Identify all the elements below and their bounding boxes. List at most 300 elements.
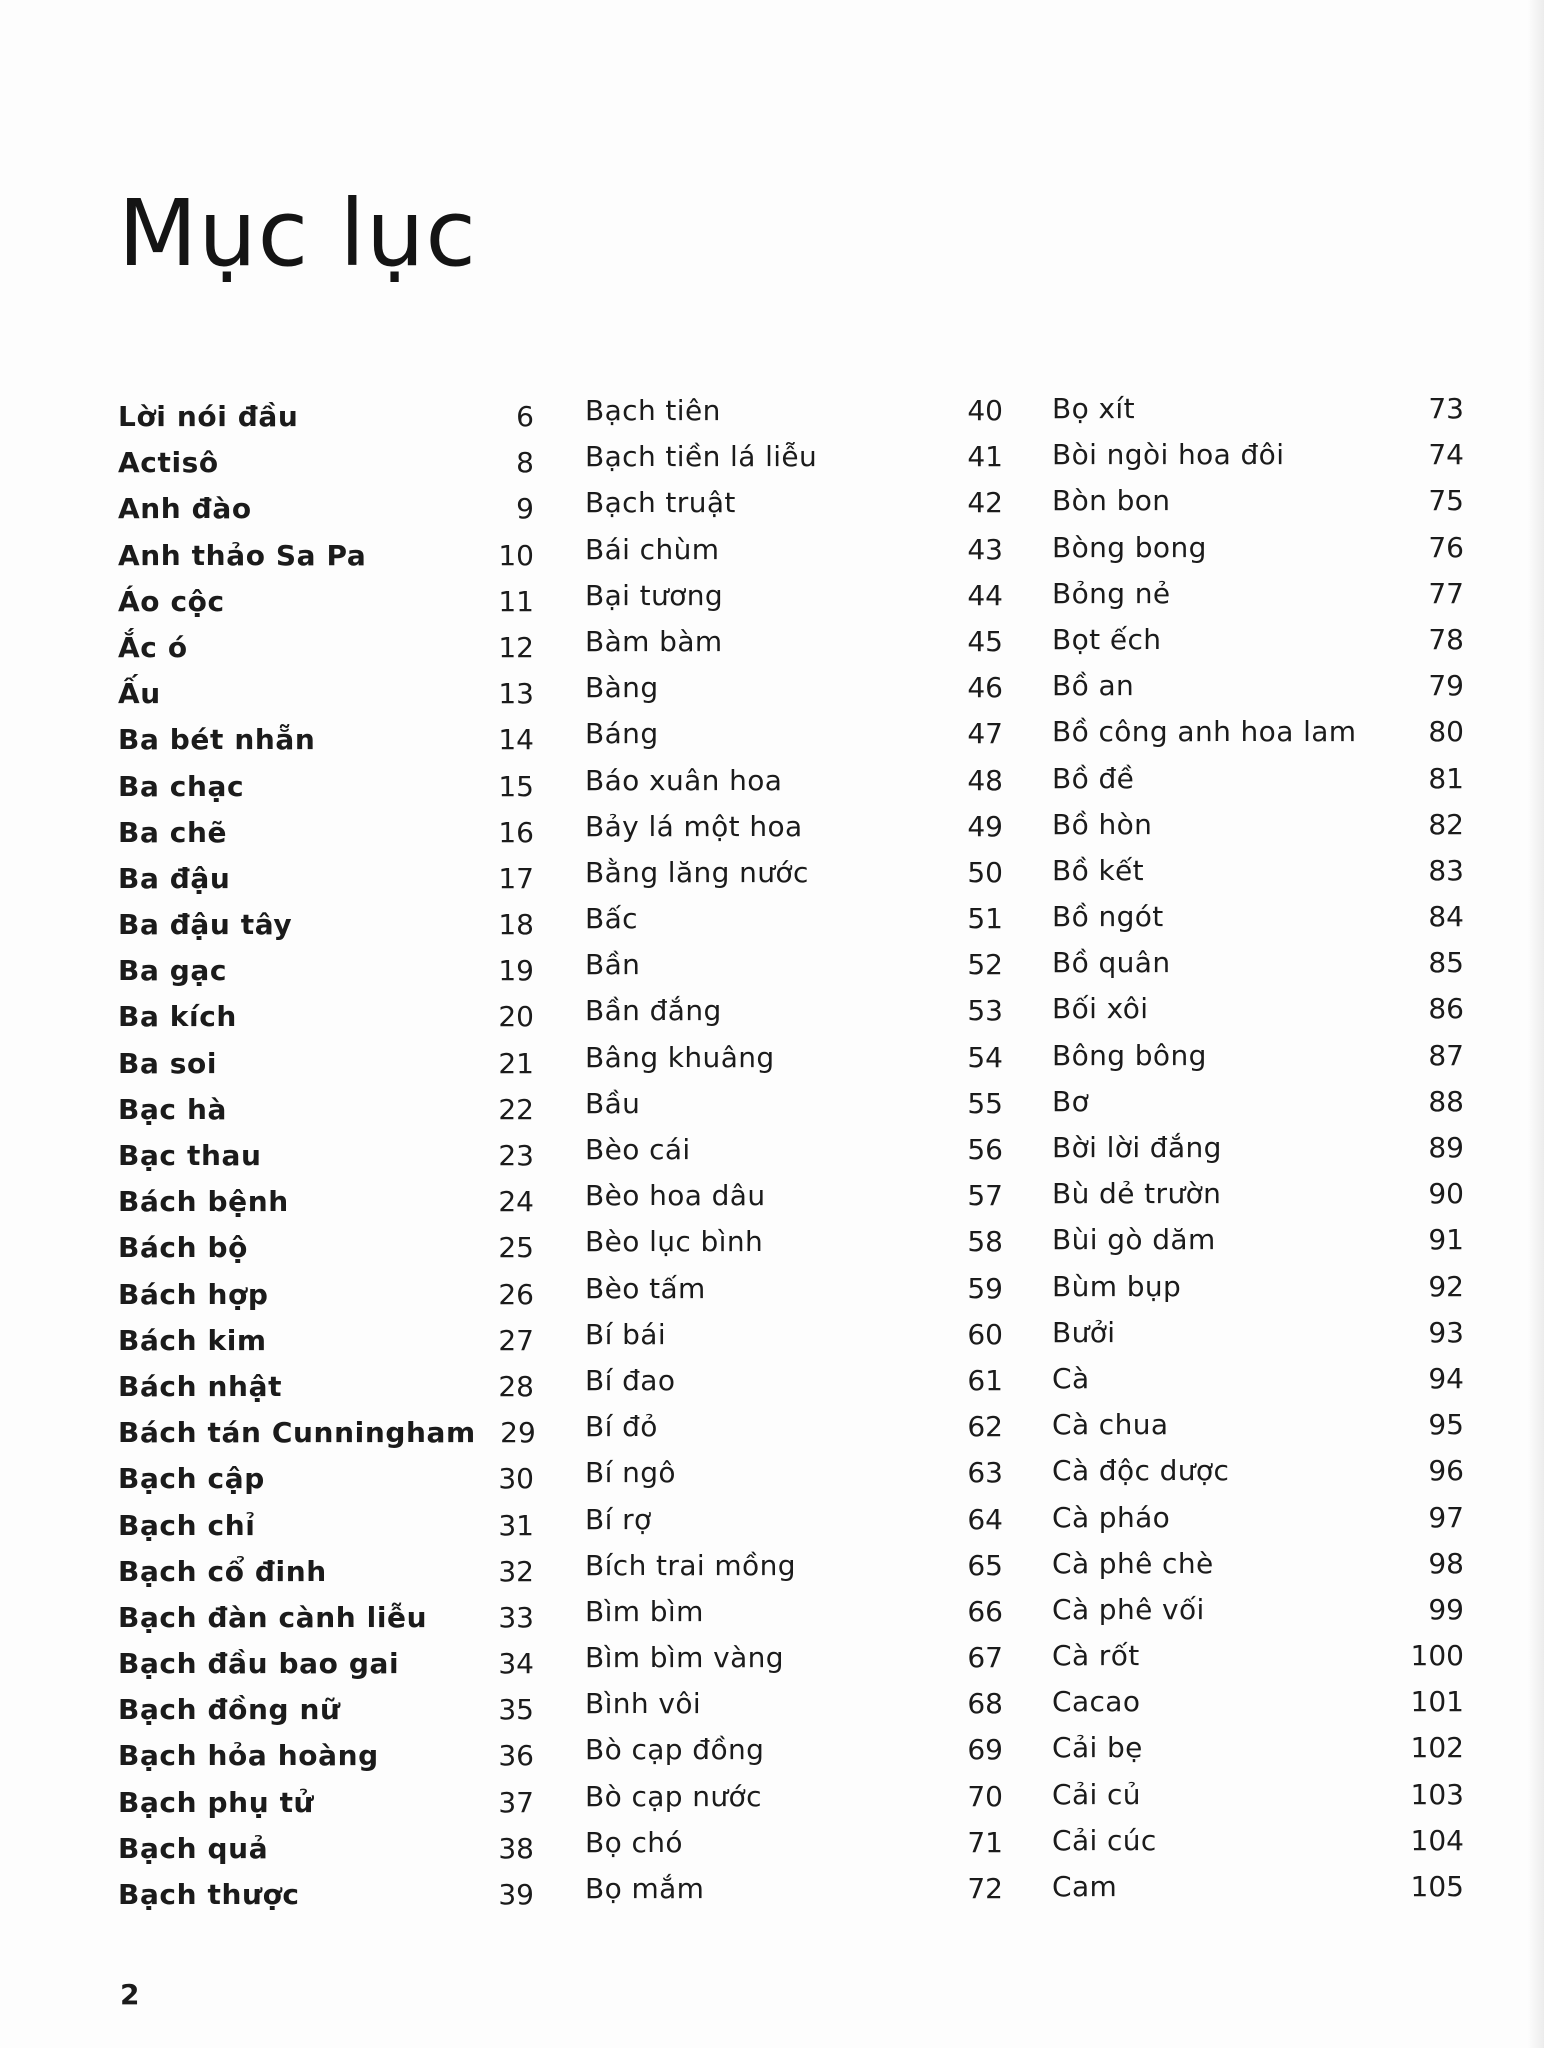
toc-entry-title: Bàng — [585, 671, 659, 705]
toc-entry-page: 75 — [1428, 484, 1464, 518]
toc-entry-title: Bòng bong — [1052, 530, 1207, 564]
toc-entry-page: 71 — [967, 1825, 1003, 1859]
toc-entry — [585, 1219, 1003, 1265]
toc-entry-page: 67 — [967, 1641, 1003, 1675]
toc-entry-page: 12 — [498, 630, 534, 664]
toc-entry-page: 40 — [967, 394, 1003, 427]
toc-entry — [585, 388, 1003, 434]
toc-entry-page: 22 — [498, 1092, 534, 1126]
toc-entry-title: Bạch tiền lá liễu — [585, 440, 818, 474]
toc-entry-page: 25 — [498, 1231, 534, 1265]
toc-entry-title: Ba đậu tây — [118, 908, 293, 942]
page-title: Mục lục — [118, 180, 477, 287]
toc-entry-title: Bồ hòn — [1052, 807, 1153, 841]
toc-entry-title: Bối xôi — [1052, 992, 1149, 1026]
toc-entry-page: 104 — [1410, 1823, 1464, 1857]
toc-entry-title: Cà rốt — [1052, 1639, 1140, 1673]
toc-entry-page: 32 — [498, 1554, 534, 1588]
toc-entry — [585, 988, 1003, 1034]
toc-entry-page: 43 — [967, 532, 1003, 566]
toc-entry-title: Bách bộ — [118, 1231, 248, 1265]
toc-entry-page: 6 — [516, 400, 534, 433]
toc-entry — [585, 1127, 1003, 1173]
toc-entry — [585, 619, 1003, 665]
toc-entry — [1052, 1079, 1464, 1125]
toc-entry — [585, 1820, 1003, 1866]
toc-entry-page: 18 — [498, 908, 534, 942]
toc-entry-page: 77 — [1428, 576, 1464, 610]
toc-entry — [585, 1866, 1003, 1912]
toc-entry — [585, 711, 1003, 757]
toc-entry-title: Bò cạp nước — [585, 1779, 762, 1813]
toc-entry-title: Bèo cái — [585, 1133, 691, 1166]
toc-entry-page: 76 — [1428, 530, 1464, 564]
toc-entry-title: Bọ chó — [585, 1825, 683, 1859]
toc-entry-title: Bằng lăng nước — [585, 855, 809, 889]
toc-entry-page: 35 — [498, 1693, 534, 1727]
toc-entry-page: 26 — [498, 1277, 534, 1311]
toc-entry-title: Cà chua — [1052, 1408, 1169, 1442]
toc-entry-page: 44 — [967, 578, 1003, 612]
toc-entry-title: Cải bẹ — [1052, 1731, 1143, 1765]
toc-entry-title: Áo cộc — [118, 584, 225, 618]
toc-entry-title: Bần đắng — [585, 994, 722, 1028]
toc-entry-title: Ắc ó — [118, 630, 188, 664]
toc-entry-title: Bưởi — [1052, 1315, 1116, 1349]
toc-entry-title: Ba chẽ — [118, 815, 228, 849]
toc-entry — [1052, 1725, 1464, 1771]
toc-entry-page: 57 — [967, 1179, 1003, 1213]
toc-entry-title: Bạch thược — [118, 1878, 300, 1911]
toc-entry-page: 96 — [1428, 1454, 1464, 1488]
toc-entry-page: 54 — [967, 1040, 1003, 1074]
toc-entry-title: Bèo lục bình — [585, 1225, 764, 1259]
toc-entry-title: Bòi ngòi hoa đôi — [1052, 438, 1285, 472]
toc-entry — [1052, 525, 1464, 571]
toc-entry — [585, 1404, 1003, 1450]
toc-entry — [585, 850, 1003, 896]
toc-entry — [118, 1687, 534, 1733]
toc-entry-title: Bèo tấm — [585, 1271, 706, 1305]
toc-entry — [1052, 386, 1464, 432]
toc-entry-page: 30 — [498, 1462, 534, 1496]
toc-entry-title: Ba soi — [118, 1046, 218, 1080]
toc-entry-title: Bời lời đắng — [1052, 1131, 1222, 1164]
toc-entry-title: Bái chùm — [585, 532, 720, 566]
toc-entry-page: 51 — [967, 902, 1003, 936]
toc-entry — [585, 527, 1003, 573]
toc-entry-page: 13 — [498, 677, 534, 711]
toc-entry-page: 61 — [967, 1363, 1003, 1397]
toc-entry — [118, 1780, 534, 1826]
toc-entry-page: 88 — [1428, 1084, 1464, 1118]
toc-entry-title: Actisô — [118, 446, 219, 480]
toc-entry — [1052, 1772, 1464, 1818]
toc-entry-page: 62 — [967, 1410, 1003, 1444]
toc-entry-page: 28 — [498, 1369, 534, 1403]
toc-entry-title: Bèo hoa dâu — [585, 1179, 766, 1213]
toc-entry-title: Bạch cổ đinh — [118, 1554, 327, 1588]
toc-entry-page: 56 — [967, 1133, 1003, 1166]
toc-entry-title: Bạch quả — [118, 1831, 269, 1865]
toc-entry-page: 23 — [498, 1139, 534, 1172]
toc-entry-title: Bấc — [585, 902, 638, 936]
toc-entry — [585, 1543, 1003, 1589]
toc-entry — [118, 810, 534, 856]
toc-entry-page: 11 — [498, 584, 534, 618]
toc-entry — [118, 1364, 534, 1410]
toc-entry-page: 69 — [967, 1733, 1003, 1767]
toc-entry — [585, 1681, 1003, 1727]
toc-entry-page: 82 — [1428, 807, 1464, 841]
toc-entry-page: 15 — [498, 769, 534, 803]
toc-entry — [118, 1410, 534, 1456]
toc-entry-page: 79 — [1428, 669, 1464, 703]
toc-entry-title: Bồ quân — [1052, 946, 1171, 980]
toc-column-3 — [1052, 386, 1464, 1910]
toc-entry-title: Bạch đầu bao gai — [118, 1647, 400, 1681]
toc-entry-page: 21 — [498, 1046, 534, 1080]
toc-entry-page: 83 — [1428, 853, 1464, 887]
toc-entry-title: Bình vôi — [585, 1687, 702, 1721]
toc-entry-page: 34 — [498, 1647, 534, 1681]
toc-entry — [1052, 1310, 1464, 1356]
toc-entry-page: 74 — [1428, 438, 1464, 472]
toc-entry-title: Bách tán Cunningham — [118, 1416, 476, 1450]
toc-entry-title: Ba gạc — [118, 954, 228, 988]
toc-entry — [585, 480, 1003, 526]
toc-entry-title: Bồ đề — [1052, 761, 1135, 795]
toc-entry-page: 41 — [967, 440, 1003, 474]
toc-entry-title: Bí bái — [585, 1317, 666, 1351]
toc-entry — [118, 1087, 534, 1133]
toc-entry-title: Bồ an — [1052, 669, 1135, 703]
toc-entry-page: 49 — [967, 809, 1003, 843]
toc-entry — [1052, 1679, 1464, 1725]
toc-entry-title: Bí ngô — [585, 1456, 676, 1490]
toc-entry — [1052, 986, 1464, 1032]
toc-entry — [118, 533, 534, 579]
toc-entry — [118, 1272, 534, 1318]
toc-entry — [1052, 940, 1464, 986]
toc-entry — [585, 1173, 1003, 1219]
toc-entry — [118, 764, 534, 810]
toc-entry — [585, 665, 1003, 711]
toc-entry-title: Bần — [585, 948, 641, 982]
toc-entry-page: 55 — [967, 1086, 1003, 1120]
toc-entry — [585, 573, 1003, 619]
toc-entry-title: Bỏng nẻ — [1052, 576, 1171, 610]
toc-entry-title: Bọ mắm — [585, 1872, 705, 1905]
toc-column-1 — [118, 394, 534, 1918]
toc-entry — [1052, 1171, 1464, 1217]
toc-entry — [1052, 709, 1464, 755]
toc-entry-page: 29 — [500, 1416, 536, 1450]
toc-entry-title: Bạc thau — [118, 1139, 262, 1172]
page-number: 2 — [120, 1978, 140, 2011]
toc-entry-title: Bạch tiên — [585, 394, 721, 427]
toc-entry-title: Ba kích — [118, 1000, 237, 1034]
toc-entry-page: 24 — [498, 1185, 534, 1219]
toc-entry-title: Bùm bụp — [1052, 1269, 1182, 1303]
toc-entry-title: Bòn bon — [1052, 484, 1171, 518]
toc-entry-title: Báo xuân hoa — [585, 763, 783, 797]
toc-entry — [118, 1826, 534, 1872]
toc-entry-title: Bạch chỉ — [118, 1508, 256, 1542]
toc-entry — [1052, 478, 1464, 524]
toc-entry-page: 68 — [967, 1687, 1003, 1721]
toc-entry — [585, 1589, 1003, 1635]
toc-entry — [1052, 1818, 1464, 1864]
toc-entry-title: Bâng khuâng — [585, 1040, 775, 1074]
toc-entry — [585, 1727, 1003, 1773]
toc-entry-page: 73 — [1428, 392, 1464, 425]
toc-entry — [1052, 1356, 1464, 1402]
toc-entry — [118, 1225, 534, 1271]
toc-entry-title: Bù dẻ trườn — [1052, 1177, 1222, 1211]
toc-entry-page: 90 — [1428, 1177, 1464, 1211]
toc-entry — [118, 1872, 534, 1918]
toc-entry — [1052, 663, 1464, 709]
toc-entry-title: Cà phê vối — [1052, 1592, 1205, 1626]
toc-entry — [1052, 848, 1464, 894]
toc-entry-page: 66 — [967, 1594, 1003, 1628]
toc-entry-title: Lời nói đầu — [118, 400, 299, 433]
toc-entry — [1052, 1402, 1464, 1448]
toc-entry — [1052, 1633, 1464, 1679]
toc-entry-page: 102 — [1410, 1731, 1464, 1765]
toc-entry-page: 81 — [1428, 761, 1464, 795]
toc-entry — [585, 1774, 1003, 1820]
toc-entry-page: 94 — [1428, 1361, 1464, 1395]
toc-entry — [1052, 1264, 1464, 1310]
toc-entry — [1052, 571, 1464, 617]
toc-entry — [118, 671, 534, 717]
toc-entry-page: 38 — [498, 1831, 534, 1865]
toc-entry-page: 48 — [967, 763, 1003, 797]
toc-entry-page: 84 — [1428, 900, 1464, 934]
toc-entry-title: Bông bông — [1052, 1038, 1207, 1072]
toc-entry-page: 99 — [1428, 1592, 1464, 1626]
toc-entry — [118, 1318, 534, 1364]
toc-entry — [1052, 1495, 1464, 1541]
toc-entry-title: Cà pháo — [1052, 1500, 1171, 1534]
toc-entry — [1052, 1541, 1464, 1587]
toc-entry-title: Anh thảo Sa Pa — [118, 538, 367, 572]
toc-entry — [1052, 1125, 1464, 1171]
toc-entry-page: 63 — [967, 1456, 1003, 1490]
toc-entry — [118, 1133, 534, 1179]
toc-entry-page: 78 — [1428, 622, 1464, 656]
toc-entry-page: 64 — [967, 1502, 1003, 1536]
toc-entry-page: 19 — [498, 954, 534, 988]
toc-entry — [118, 948, 534, 994]
toc-entry-title: Bạch cập — [118, 1462, 265, 1496]
toc-entry-page: 37 — [498, 1785, 534, 1819]
toc-entry-title: Bò cạp đồng — [585, 1733, 765, 1767]
toc-entry-title: Bầu — [585, 1086, 641, 1120]
toc-entry-title: Bí đỏ — [585, 1410, 658, 1444]
toc-entry-page: 53 — [967, 994, 1003, 1028]
toc-entry-page: 9 — [516, 492, 534, 526]
toc-entry-title: Bạch phụ tử — [118, 1785, 315, 1819]
toc-entry-page: 50 — [967, 855, 1003, 889]
toc-entry — [585, 804, 1003, 850]
toc-entry-page: 46 — [967, 671, 1003, 705]
toc-entry-title: Anh đào — [118, 492, 252, 526]
toc-entry-page: 65 — [967, 1548, 1003, 1582]
toc-entry — [585, 1450, 1003, 1496]
toc-entry-page: 45 — [967, 624, 1003, 658]
toc-entry-page: 89 — [1428, 1131, 1464, 1164]
toc-entry-page: 70 — [967, 1779, 1003, 1813]
toc-entry — [585, 1358, 1003, 1404]
toc-entry-page: 8 — [516, 446, 534, 480]
toc-entry — [118, 902, 534, 948]
toc-entry-title: Cải củ — [1052, 1777, 1141, 1811]
toc-entry — [585, 1081, 1003, 1127]
toc-entry-page: 42 — [967, 486, 1003, 520]
toc-entry-page: 60 — [967, 1317, 1003, 1351]
toc-entry-title: Bạc hà — [118, 1092, 228, 1126]
toc-entry — [585, 942, 1003, 988]
toc-entry-page: 72 — [967, 1872, 1003, 1905]
toc-entry-page: 36 — [498, 1739, 534, 1773]
toc-entry-title: Bích trai mồng — [585, 1548, 796, 1582]
toc-entry-title: Bạch đồng nữ — [118, 1693, 341, 1727]
toc-entry — [118, 579, 534, 625]
toc-entry-page: 33 — [498, 1600, 534, 1634]
toc-entry — [1052, 617, 1464, 663]
toc-entry — [585, 1312, 1003, 1358]
toc-entry-title: Bàm bàm — [585, 624, 723, 658]
toc-entry — [118, 856, 534, 902]
toc-entry — [118, 394, 534, 440]
toc-entry-page: 20 — [498, 1000, 534, 1034]
toc-entry-title: Ba chạc — [118, 769, 245, 803]
toc-entry — [1052, 894, 1464, 940]
toc-entry — [1052, 1033, 1464, 1079]
toc-entry-page: 31 — [498, 1508, 534, 1542]
toc-entry-page: 91 — [1428, 1223, 1464, 1257]
toc-entry-title: Bìm bìm — [585, 1594, 704, 1628]
toc-entry-page: 100 — [1410, 1639, 1464, 1673]
toc-entry-page: 103 — [1410, 1777, 1464, 1811]
toc-entry — [1052, 1448, 1464, 1494]
toc-entry — [585, 1035, 1003, 1081]
toc-entry — [118, 1179, 534, 1225]
toc-entry-title: Bảy lá một hoa — [585, 809, 803, 843]
page-edge-shadow — [1528, 0, 1544, 2048]
toc-entry — [118, 994, 534, 1040]
toc-entry-title: Bách hợp — [118, 1277, 269, 1311]
toc-entry — [118, 1549, 534, 1595]
toc-entry — [118, 1041, 534, 1087]
toc-entry — [585, 896, 1003, 942]
toc-entry-page: 85 — [1428, 946, 1464, 980]
toc-entry — [118, 486, 534, 532]
toc-entry-page: 87 — [1428, 1038, 1464, 1072]
toc-entry — [585, 758, 1003, 804]
toc-entry — [1052, 802, 1464, 848]
toc-entry-page: 14 — [498, 723, 534, 757]
toc-entry-page: 97 — [1428, 1500, 1464, 1534]
toc-entry-title: Bạch đàn cành liễu — [118, 1600, 428, 1634]
toc-entry-page: 47 — [967, 717, 1003, 751]
toc-entry — [585, 434, 1003, 480]
toc-entry-title: Cải cúc — [1052, 1823, 1157, 1857]
toc-entry — [118, 440, 534, 486]
toc-entry-title: Bí rợ — [585, 1502, 652, 1536]
toc-entry — [585, 1497, 1003, 1543]
toc-entry-page: 93 — [1428, 1315, 1464, 1349]
toc-entry-title: Cà phê chè — [1052, 1546, 1214, 1580]
toc-entry-page: 10 — [498, 538, 534, 572]
toc-entry-title: Bọ xít — [1052, 392, 1135, 425]
toc-entry-page: 59 — [967, 1271, 1003, 1305]
toc-entry-page: 17 — [498, 861, 534, 895]
toc-entry-title: Bí đao — [585, 1363, 676, 1397]
toc-entry-title: Bìm bìm vàng — [585, 1641, 784, 1675]
toc-column-2 — [585, 388, 1003, 1912]
toc-entry-title: Ấu — [118, 677, 161, 711]
toc-entry-title: Bồ công anh hoa lam — [1052, 715, 1357, 749]
toc-entry — [1052, 432, 1464, 478]
toc-entry — [118, 625, 534, 671]
toc-entry — [1052, 1587, 1464, 1633]
toc-entry-title: Bồ kết — [1052, 853, 1145, 887]
toc-entry-title: Bách bệnh — [118, 1185, 289, 1219]
toc-entry — [1052, 1217, 1464, 1263]
toc-entry-title: Bọt ếch — [1052, 622, 1162, 656]
toc-entry — [585, 1266, 1003, 1312]
toc-entry — [1052, 1864, 1464, 1910]
toc-entry-title: Bạch hỏa hoàng — [118, 1739, 379, 1773]
toc-entry — [1052, 756, 1464, 802]
toc-entry — [118, 1641, 534, 1687]
toc-entry-page: 39 — [498, 1878, 534, 1911]
toc-entry-page: 101 — [1410, 1685, 1464, 1719]
toc-entry — [118, 1503, 534, 1549]
toc-entry-title: Cam — [1052, 1870, 1118, 1903]
toc-entry-page: 52 — [967, 948, 1003, 982]
toc-entry-title: Báng — [585, 717, 659, 751]
toc-entry-title: Bách kim — [118, 1323, 267, 1357]
toc-entry-page: 27 — [498, 1323, 534, 1357]
toc-entry — [118, 717, 534, 763]
toc-entry-page: 80 — [1428, 715, 1464, 749]
toc-entry-page: 95 — [1428, 1408, 1464, 1442]
toc-entry-title: Bách nhật — [118, 1369, 283, 1403]
toc-entry-title: Bại tương — [585, 578, 724, 612]
toc-entry — [585, 1635, 1003, 1681]
toc-entry-title: Cacao — [1052, 1685, 1141, 1719]
toc-entry-page: 86 — [1428, 992, 1464, 1026]
toc-entry-title: Bùi gò dăm — [1052, 1223, 1216, 1257]
toc-entry-title: Cà — [1052, 1361, 1090, 1395]
toc-entry-page: 105 — [1410, 1870, 1464, 1903]
toc-entry-title: Bơ — [1052, 1084, 1090, 1118]
toc-entry-title: Cà độc dược — [1052, 1454, 1230, 1488]
toc-entry-page: 16 — [498, 815, 534, 849]
toc-entry-title: Bồ ngót — [1052, 900, 1164, 934]
toc-entry — [118, 1733, 534, 1779]
toc-entry-page: 92 — [1428, 1269, 1464, 1303]
toc-entry-title: Bạch truật — [585, 486, 736, 520]
toc-entry-title: Ba bét nhẵn — [118, 723, 316, 757]
toc-entry-title: Ba đậu — [118, 861, 231, 895]
toc-entry-page: 98 — [1428, 1546, 1464, 1580]
